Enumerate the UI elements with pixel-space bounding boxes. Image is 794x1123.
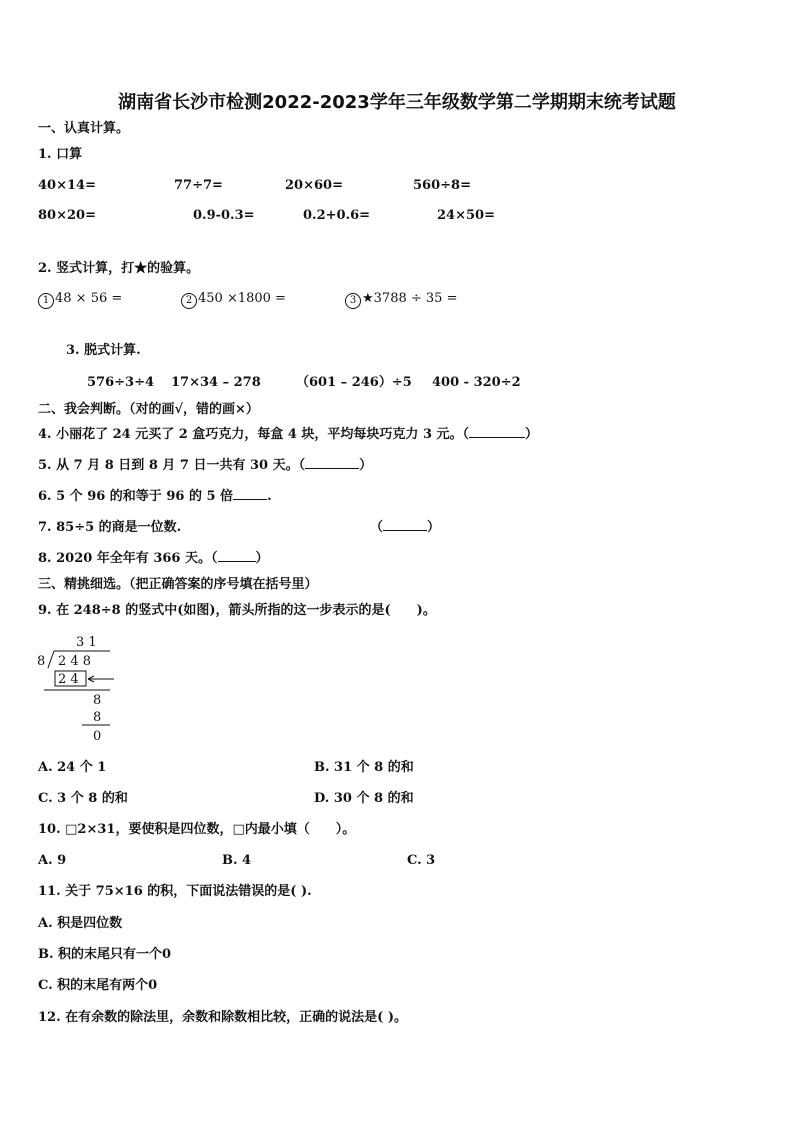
q11-option-a[interactable]: A. 积是四位数 [38, 916, 123, 931]
q11-option-b[interactable]: B. 积的末尾只有一个0 [38, 947, 172, 962]
oral-calc-item: 77÷7= [174, 178, 223, 193]
q7-open: （ [370, 520, 384, 535]
q10-option-c[interactable]: C. 3 [407, 853, 436, 868]
circled-number: 2 [181, 293, 197, 309]
q11-option-c[interactable]: C. 积的末尾有两个0 [38, 978, 158, 993]
q3-label: 3. 脱式计算. [66, 343, 141, 358]
division-quotient: 3 1 [76, 635, 97, 650]
division-step1: 2 4 [58, 672, 79, 687]
division-remainder1: 8 [93, 693, 102, 708]
answer-blank[interactable] [233, 499, 267, 500]
page-title: 湖南省长沙市检测2022-2023学年三年级数学第二学期期末统考试题 [118, 92, 676, 113]
division-step2: 8 [93, 710, 102, 725]
q5-close: ） [359, 458, 373, 473]
vertical-calc-expr: 48 × 56 = [55, 291, 123, 306]
q9-option-b[interactable]: B. 31 个 8 的和 [314, 760, 414, 775]
section1-heading: 一、认真计算。 [38, 121, 130, 136]
q9-option-a[interactable]: A. 24 个 1 [38, 760, 107, 775]
q6-close: . [267, 489, 272, 504]
answer-blank[interactable] [383, 530, 427, 531]
stepwise-calc-item: （601 – 246）÷5 [296, 375, 412, 390]
oral-calc-item: 560÷8= [413, 178, 471, 193]
vertical-calc-expr: ★3788 ÷ 35 = [362, 291, 458, 306]
q11-text: 11. 关于 75×16 的积，下面说法错误的是( ). [38, 884, 312, 899]
vertical-calc-item [38, 291, 122, 309]
q9-option-d[interactable]: D. 30 个 8 的和 [314, 791, 414, 806]
oral-calc-item: 40×14= [38, 178, 96, 193]
division-final: 0 [93, 729, 102, 744]
q7-answer [370, 520, 440, 536]
q8 [38, 551, 269, 567]
stepwise-calc-item: 17×34 – 278 [171, 375, 261, 390]
answer-blank[interactable] [218, 561, 256, 562]
q2-label: 2. 竖式计算，打★的验算。 [38, 261, 200, 276]
oral-calc-item: 80×20= [38, 208, 96, 223]
circled-number: 1 [38, 293, 54, 309]
division-dividend: 2 4 8 [58, 654, 92, 669]
stepwise-calc-item: 400 - 320÷2 [432, 375, 521, 390]
q12-text: 12. 在有余数的除法里，余数和除数相比较，正确的说法是( )。 [38, 1010, 407, 1025]
vertical-calc-item [181, 291, 286, 309]
q7-text: 7. 85÷5 的商是一位数. [38, 520, 182, 535]
oral-calc-item: 24×50= [437, 208, 495, 223]
section3-heading: 三、精挑细选。（把正确答案的序号填在括号里） [38, 577, 318, 592]
q6-text: 6. 5 个 96 的和等于 96 的 5 倍 [38, 489, 234, 504]
oral-calc-item: 0.9-0.3= [193, 208, 255, 223]
division-bracket [48, 651, 54, 668]
q7-close: ） [427, 520, 441, 535]
answer-blank[interactable] [469, 437, 525, 438]
q10-option-a[interactable]: A. 9 [38, 853, 67, 868]
q9-option-c[interactable]: C. 3 个 8 的和 [38, 791, 128, 806]
q1-label: 1. 口算 [38, 147, 83, 162]
q5 [38, 458, 372, 474]
answer-blank[interactable] [305, 468, 359, 469]
stepwise-calc-item: 576÷3÷4 [87, 375, 155, 390]
oral-calc-item: 20×60= [285, 178, 343, 193]
q4-close: ） [525, 427, 539, 442]
q10-option-b[interactable]: B. 4 [222, 853, 252, 868]
circled-number: 3 [345, 293, 361, 309]
vertical-calc-expr: 450 ×1800 = [198, 291, 286, 306]
q4 [38, 427, 538, 443]
long-division-figure [36, 630, 136, 750]
q5-text: 5. 从 7 月 8 日到 8 月 7 日一共有 30 天。（ [38, 458, 306, 473]
q8-close: ） [255, 551, 269, 566]
oral-calc-item: 0.2+0.6= [303, 208, 371, 223]
q10-text: 10. □2×31，要使积是四位数，□内最小填（ ）。 [38, 822, 356, 837]
q4-text: 4. 小丽花了 24 元买了 2 盒巧克力，每盒 4 块，平均每块巧克力 3 元。（ [38, 427, 470, 442]
q9-text: 9. 在 248÷8 的竖式中(如图)，箭头所指的这一步表示的是( )。 [38, 603, 436, 618]
division-divisor: 8 [37, 654, 46, 669]
q6 [38, 489, 272, 505]
q8-text: 8. 2020 年全年有 366 天。（ [38, 551, 218, 566]
vertical-calc-item [345, 291, 457, 309]
section2-heading: 二、我会判断。（对的画√，错的画×） [38, 402, 259, 417]
